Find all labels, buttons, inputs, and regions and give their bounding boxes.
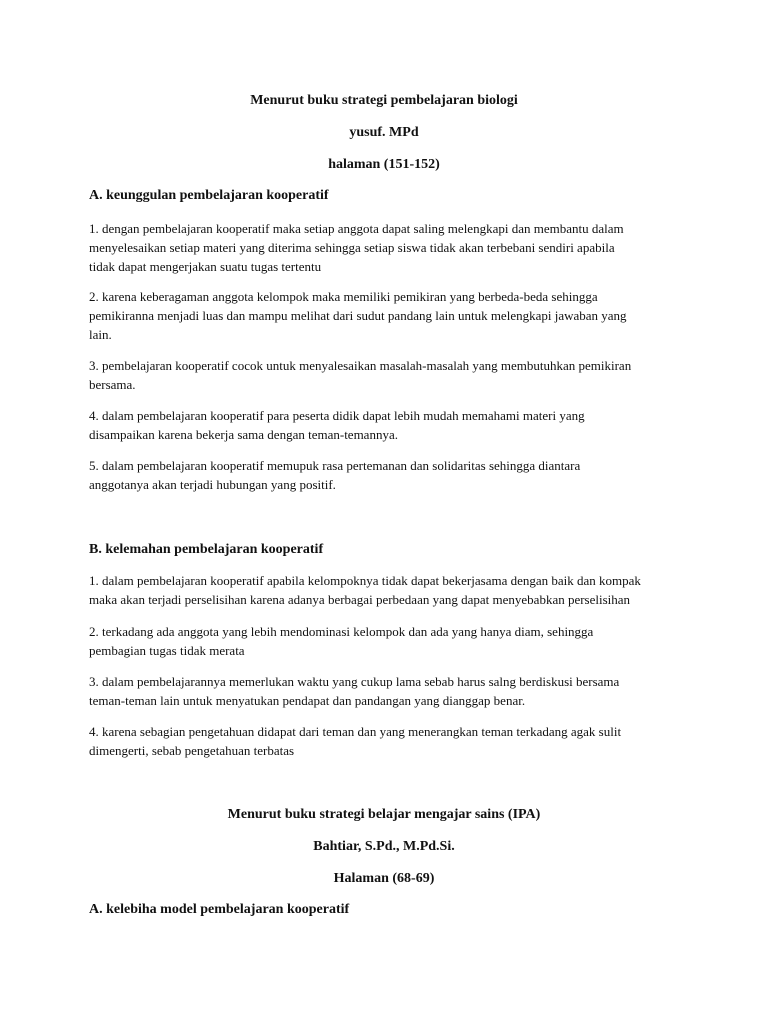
paragraph-line: pemikiranna menjadi luas dan mampu melihat dari sudut pandang lain untuk melengkapi jawaban yang xyxy=(89,308,627,323)
paragraph-line: 3. dalam pembelajarannya memerlukan waktu yang cukup lama sebab harus salng berdiskusi bersama xyxy=(89,674,620,689)
paragraph-line: pembagian tugas tidak merata xyxy=(89,643,245,658)
paragraph-line: 2. karena keberagaman anggota kelompok maka memiliki pemikiran yang berbeda-beda sehingga xyxy=(89,289,598,304)
paragraph-line: anggotanya akan terjadi hubungan yang positif. xyxy=(89,477,336,492)
list-item xyxy=(89,622,679,660)
list-item xyxy=(89,287,679,344)
paragraph-line: menyelesaikan setiap materi yang diterima sehingga setiap siswa tidak akan terbebani sendiri apabila xyxy=(89,240,615,255)
doc2-title: Menurut buku strategi belajar mengajar sains (IPA) xyxy=(227,807,541,822)
list-item xyxy=(89,219,679,276)
doc1-section-a-heading: A. keunggulan pembelajaran kooperatif xyxy=(89,188,329,203)
paragraph-line: teman-teman lain untuk menyatukan pendapat dan pandangan yang dianggap benar. xyxy=(89,693,526,708)
paragraph-line: dimengerti, sebab pengetahuan terbatas xyxy=(89,743,295,758)
paragraph-line: disampaikan karena bekerja sama dengan teman-temannya. xyxy=(89,427,398,442)
doc2-section-a-heading: A. kelebiha model pembelajaran kooperatif xyxy=(89,902,350,917)
paragraph-line: maka akan terjadi perselisihan karena adanya berbagai perbedaan yang dapat menyebabkan perselisihan xyxy=(89,592,631,607)
paragraph-line: 1. dalam pembelajaran kooperatif apabila kelompoknya tidak dapat bekerjasama dengan baik dan kompak xyxy=(89,573,641,588)
list-item xyxy=(89,571,679,609)
doc2-author: Bahtiar, S.Pd., M.Pd.Si. xyxy=(313,839,455,854)
doc1-title: Menurut buku strategi pembelajaran biologi xyxy=(250,93,518,108)
doc1-author: yusuf. MPd xyxy=(349,125,419,140)
list-item xyxy=(89,722,679,760)
paragraph-line: 5. dalam pembelajaran kooperatif memupuk rasa pertemanan dan solidaritas sehingga diantara xyxy=(89,458,581,473)
list-item xyxy=(89,406,679,444)
paragraph-line: tidak dapat mengerjakan suatu tugas tertentu xyxy=(89,259,322,274)
list-item xyxy=(89,672,679,710)
paragraph-line: 4. karena sebagian pengetahuan didapat dari teman dan yang menerangkan teman terkadang agak sulit xyxy=(89,724,622,739)
list-item xyxy=(89,356,679,394)
doc1-section-b-heading: B. kelemahan pembelajaran kooperatif xyxy=(89,542,324,557)
doc2-pages: Halaman (68-69) xyxy=(333,871,435,886)
paragraph-line: 4. dalam pembelajaran kooperatif para peserta didik dapat lebih mudah memahami materi yang xyxy=(89,408,585,423)
list-item xyxy=(89,456,679,494)
paragraph-line: 2. terkadang ada anggota yang lebih mendominasi kelompok dan ada yang hanya diam, sehingga xyxy=(89,624,594,639)
paragraph-line: lain. xyxy=(89,327,112,342)
doc1-pages: halaman (151-152) xyxy=(328,157,440,172)
paragraph-line: bersama. xyxy=(89,377,136,392)
paragraph-line: 3. pembelajaran kooperatif cocok untuk menyalesaikan masalah-masalah yang membutuhkan pemikiran xyxy=(89,358,632,373)
paragraph-line: 1. dengan pembelajaran kooperatif maka setiap anggota dapat saling melengkapi dan membantu dalam xyxy=(89,221,624,236)
